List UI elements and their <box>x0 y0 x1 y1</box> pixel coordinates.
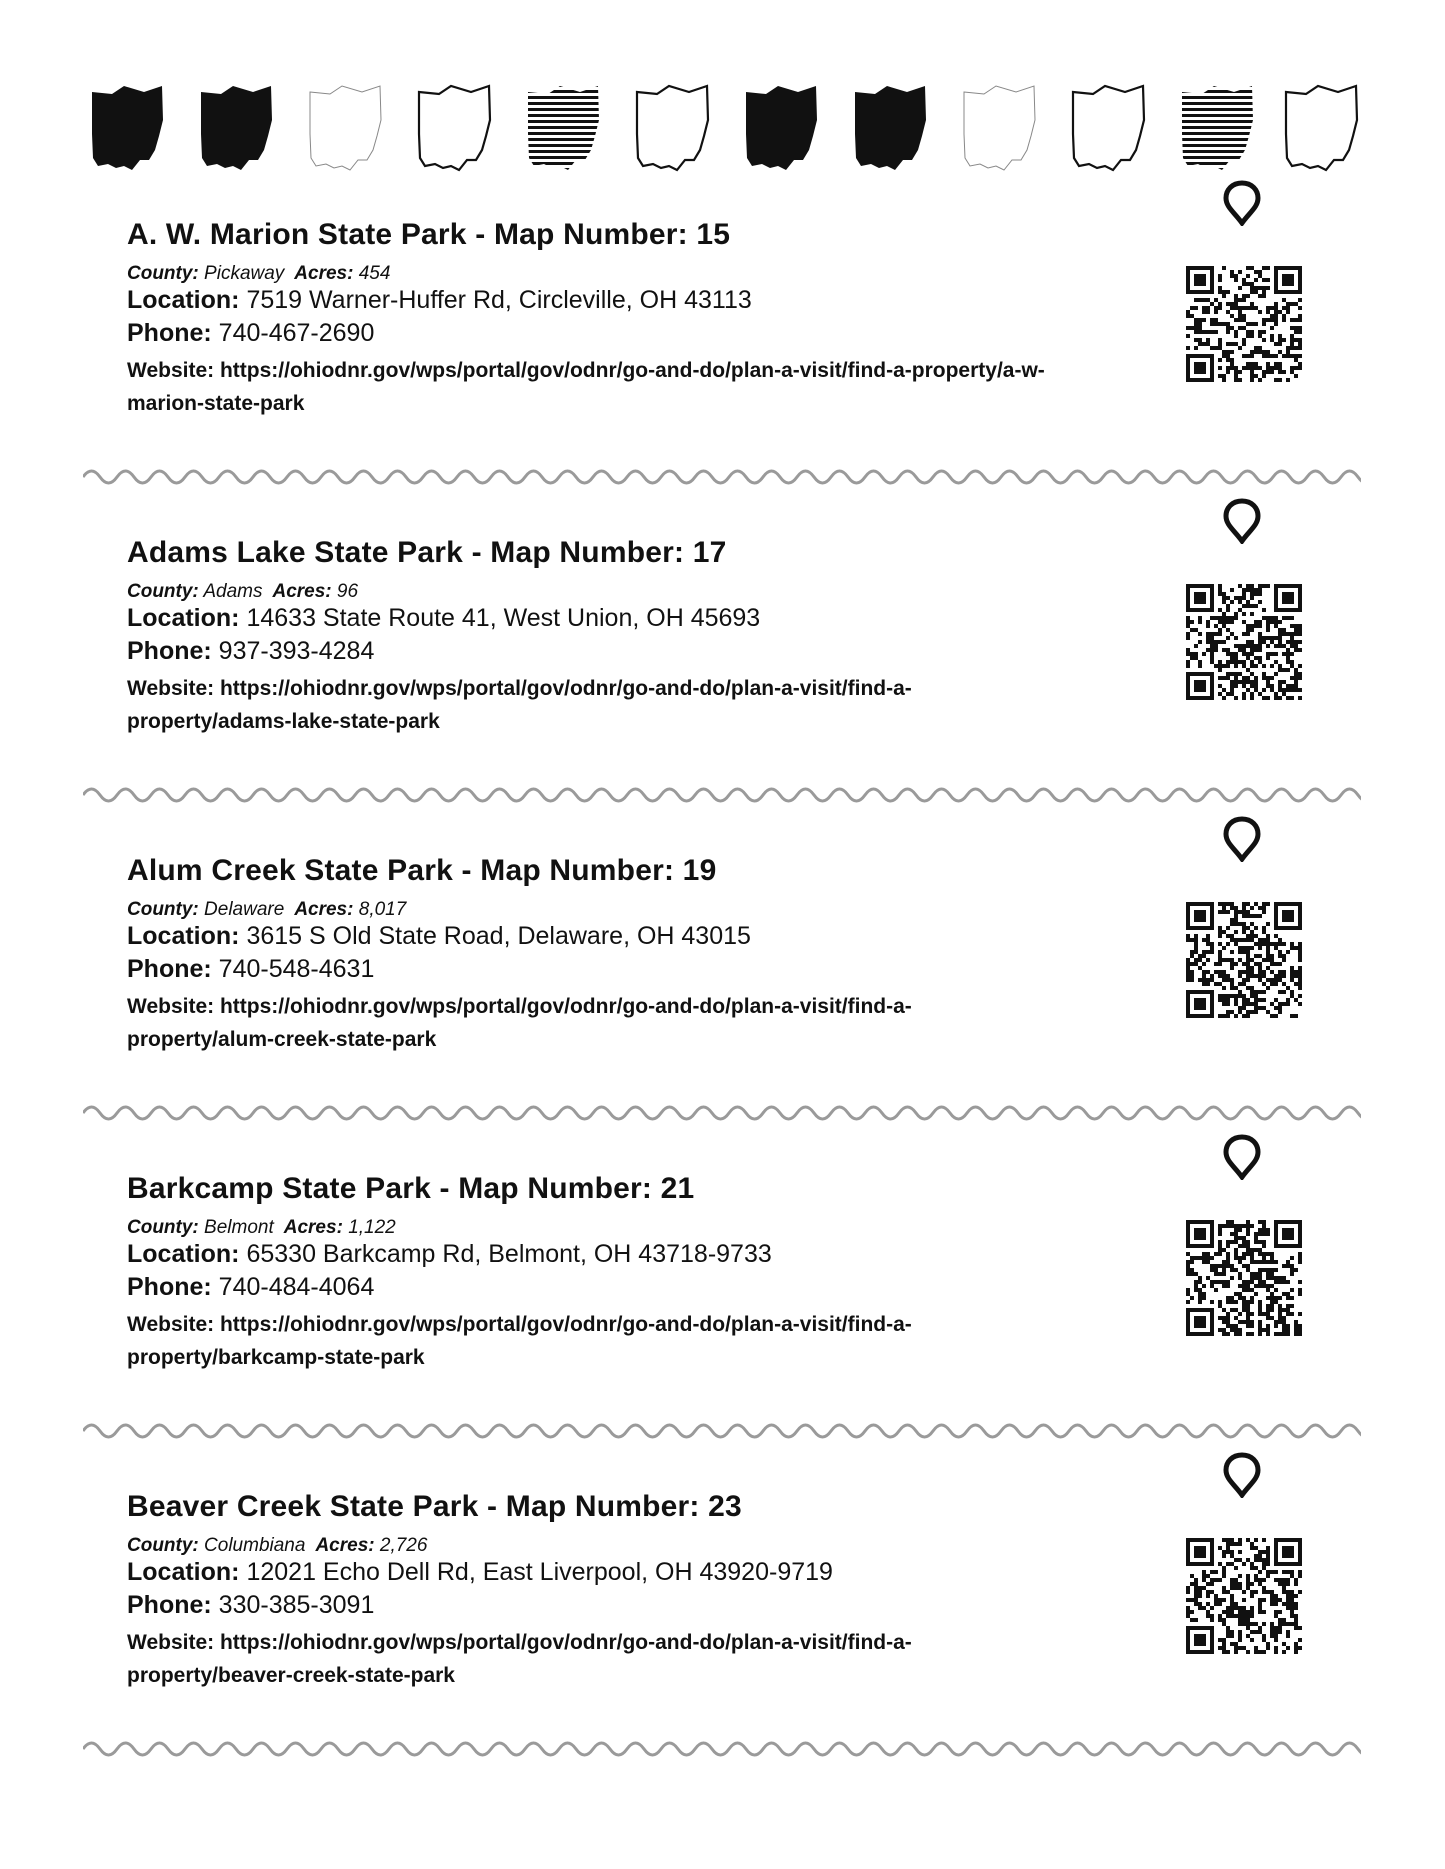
phone-row: Phone: 330-385-3091 <box>127 1591 375 1619</box>
website-link[interactable]: https://ohiodnr.gov/wps/portal/gov/odnr/go-and-do/plan-a-visit/find-a-property/beaver-creek-state-park <box>127 1631 912 1687</box>
location-row: Location: 3615 S Old State Road, Delaware, OH 43015 <box>127 922 751 950</box>
phone-value: 937-393-4284 <box>218 637 375 665</box>
ohio-striped-icon <box>1178 84 1256 172</box>
qr-code-icon[interactable] <box>1186 1220 1302 1336</box>
ohio-outline-icon <box>1282 84 1360 172</box>
park-meta: County: Adams Acres: 96 <box>127 581 359 602</box>
county-value: Columbiana <box>204 1535 306 1556</box>
phone-value: 740-484-4064 <box>218 1273 375 1301</box>
park-title: Barkcamp State Park - Map Number: 21 <box>127 1172 695 1205</box>
park-entry <box>0 846 1445 1164</box>
location-value: 7519 Warner-Huffer Rd, Circleville, OH 43113 <box>246 286 752 314</box>
phone-row: Phone: 740-548-4631 <box>127 955 375 983</box>
acres-value: 1,122 <box>348 1217 396 1238</box>
wave-divider <box>83 784 1361 806</box>
qr-code-icon[interactable] <box>1186 584 1302 700</box>
ohio-outline-icon <box>633 84 711 172</box>
ohio-solid-icon <box>88 84 166 172</box>
ohio-banner <box>88 84 1360 172</box>
ohio-thin-outline-icon <box>960 84 1038 172</box>
ohio-striped-icon <box>524 84 602 172</box>
ohio-solid-icon <box>851 84 929 172</box>
wave-divider <box>83 1738 1361 1760</box>
location-row: Location: 12021 Echo Dell Rd, East Liverpool, OH 43920-9719 <box>127 1558 833 1586</box>
ohio-solid-icon <box>742 84 820 172</box>
park-title: Adams Lake State Park - Map Number: 17 <box>127 536 727 569</box>
location-value: 12021 Echo Dell Rd, East Liverpool, OH 43920-9719 <box>246 1558 833 1586</box>
qr-code-icon[interactable] <box>1186 902 1302 1018</box>
qr-code-icon[interactable] <box>1186 1538 1302 1654</box>
ohio-outline-icon <box>415 84 493 172</box>
website-row: Website: https://ohiodnr.gov/wps/portal/gov/odnr/go-and-do/plan-a-visit/find-a-property/alum-creek-state-park <box>127 995 912 1051</box>
ohio-outline-icon <box>1069 84 1147 172</box>
acres-value: 454 <box>358 263 391 284</box>
location-row: Location: 65330 Barkcamp Rd, Belmont, OH 43718-9733 <box>127 1240 772 1268</box>
park-meta: County: Delaware Acres: 8,017 <box>127 899 407 920</box>
phone-row: Phone: 937-393-4284 <box>127 637 375 665</box>
location-value: 3615 S Old State Road, Delaware, OH 43015 <box>246 922 751 950</box>
ohio-solid-icon <box>197 84 275 172</box>
wave-divider <box>83 466 1361 488</box>
park-entry <box>0 210 1445 528</box>
acres-value: 96 <box>336 581 359 602</box>
phone-value: 330-385-3091 <box>218 1591 375 1619</box>
phone-value: 740-467-2690 <box>218 319 375 347</box>
county-value: Delaware <box>204 899 285 920</box>
acres-value: 2,726 <box>379 1535 428 1556</box>
website-row: Website: https://ohiodnr.gov/wps/portal/gov/odnr/go-and-do/plan-a-visit/find-a-property/barkcamp-state-park <box>127 1313 912 1369</box>
park-title: Alum Creek State Park - Map Number: 19 <box>127 854 717 887</box>
acres-value: 8,017 <box>358 899 407 920</box>
location-row: Location: 14633 State Route 41, West Union, OH 45693 <box>127 604 761 632</box>
website-row: Website: https://ohiodnr.gov/wps/portal/gov/odnr/go-and-do/plan-a-visit/find-a-property/adams-lake-state-park <box>127 677 912 733</box>
park-meta: County: Belmont Acres: 1,122 <box>127 1217 396 1238</box>
park-entry <box>0 1482 1445 1800</box>
county-value: Adams <box>203 581 263 602</box>
park-entry <box>0 1164 1445 1482</box>
map-pin-icon <box>1222 498 1262 544</box>
map-pin-icon <box>1222 1452 1262 1498</box>
location-value: 65330 Barkcamp Rd, Belmont, OH 43718-9733 <box>246 1240 772 1268</box>
phone-row: Phone: 740-467-2690 <box>127 319 375 347</box>
county-value: Pickaway <box>204 263 285 284</box>
map-pin-icon <box>1222 180 1262 226</box>
website-row: Website: https://ohiodnr.gov/wps/portal/gov/odnr/go-and-do/plan-a-visit/find-a-property/beaver-creek-state-park <box>127 1631 912 1687</box>
website-link[interactable]: https://ohiodnr.gov/wps/portal/gov/odnr/go-and-do/plan-a-visit/find-a-property/barkcamp-state-park <box>127 1313 912 1369</box>
website-link[interactable]: https://ohiodnr.gov/wps/portal/gov/odnr/go-and-do/plan-a-visit/find-a-property/alum-creek-state-park <box>127 995 912 1051</box>
website-row: Website: https://ohiodnr.gov/wps/portal/gov/odnr/go-and-do/plan-a-visit/find-a-property/a-w-marion-state-park <box>127 359 1045 415</box>
qr-code-icon[interactable] <box>1186 266 1302 382</box>
park-title: Beaver Creek State Park - Map Number: 23 <box>127 1490 742 1523</box>
website-link[interactable]: https://ohiodnr.gov/wps/portal/gov/odnr/go-and-do/plan-a-visit/find-a-property/a-w-marion-state-park <box>127 359 1045 415</box>
park-meta: County: Pickaway Acres: 454 <box>127 263 391 284</box>
phone-row: Phone: 740-484-4064 <box>127 1273 375 1301</box>
map-pin-icon <box>1222 816 1262 862</box>
wave-divider <box>83 1420 1361 1442</box>
wave-divider <box>83 1102 1361 1124</box>
park-entry <box>0 528 1445 846</box>
park-meta: County: Columbiana Acres: 2,726 <box>127 1535 428 1556</box>
phone-value: 740-548-4631 <box>218 955 375 983</box>
location-value: 14633 State Route 41, West Union, OH 45693 <box>246 604 761 632</box>
ohio-thin-outline-icon <box>306 84 384 172</box>
park-title: A. W. Marion State Park - Map Number: 15 <box>127 218 731 251</box>
county-value: Belmont <box>204 1217 274 1238</box>
website-link[interactable]: https://ohiodnr.gov/wps/portal/gov/odnr/go-and-do/plan-a-visit/find-a-property/adams-lake-state-park <box>127 677 912 733</box>
map-pin-icon <box>1222 1134 1262 1180</box>
location-row: Location: 7519 Warner-Huffer Rd, Circleville, OH 43113 <box>127 286 752 314</box>
